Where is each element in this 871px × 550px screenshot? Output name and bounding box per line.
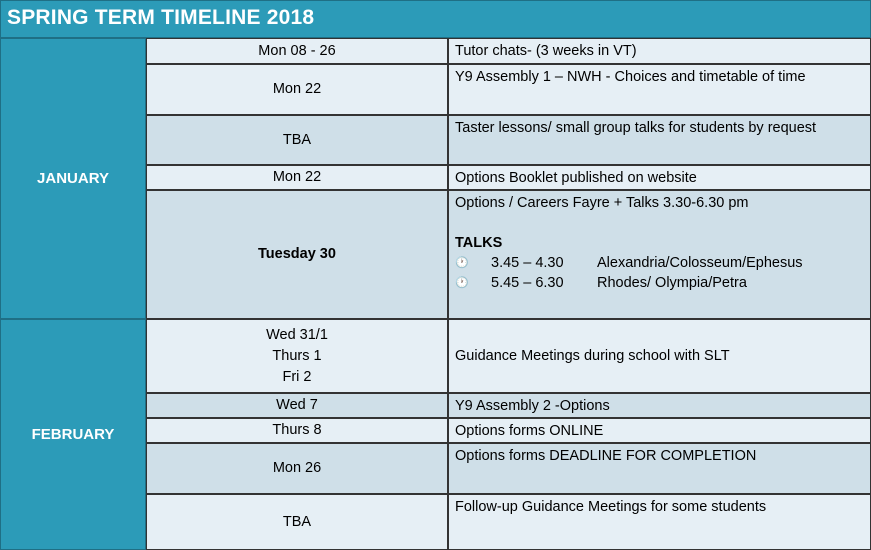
date-cell: Thurs 8 <box>146 418 448 443</box>
date-cell: TBA <box>146 494 448 550</box>
table-row <box>146 115 871 165</box>
talk-item <box>455 253 864 273</box>
table-row <box>146 38 871 64</box>
clock-icon: 🕐 <box>455 257 469 269</box>
event-cell: Taster lessons/ small group talks for students by request <box>448 115 871 165</box>
date-cell <box>146 319 448 393</box>
table-row <box>146 190 871 319</box>
month-label-february: FEBRUARY <box>0 319 146 550</box>
talk-item <box>455 273 864 293</box>
date-cell: Mon 08 - 26 <box>146 38 448 64</box>
talk-time: 5.45 – 6.30 <box>491 275 564 291</box>
clock-icon: 🕐 <box>455 277 469 289</box>
event-cell: Options forms DEADLINE FOR COMPLETION <box>448 443 871 494</box>
table-row <box>146 64 871 115</box>
event-cell: Follow-up Guidance Meetings for some students <box>448 494 871 550</box>
date-line: Thurs 1 <box>272 347 322 364</box>
date-cell: Mon 26 <box>146 443 448 494</box>
event-text: Options / Careers Fayre + Talks 3.30-6.30 pm <box>455 195 749 211</box>
date-line: Wed 31/1 <box>266 326 328 343</box>
event-cell <box>448 190 871 319</box>
month-label-january: JANUARY <box>0 38 146 319</box>
table-row <box>146 165 871 190</box>
talks-heading: TALKS <box>455 235 503 251</box>
table-row <box>146 494 871 550</box>
event-cell: Y9 Assembly 1 – NWH - Choices and timetable of time <box>448 64 871 115</box>
table-row <box>146 443 871 494</box>
table-row <box>146 319 871 393</box>
talk-rooms: Rhodes/ Olympia/Petra <box>597 275 747 291</box>
talk-time: 3.45 – 4.30 <box>491 255 564 271</box>
table-row <box>146 418 871 443</box>
table-row <box>146 393 871 418</box>
date-cell: Mon 22 <box>146 165 448 190</box>
event-cell: Options Booklet published on website <box>448 165 871 190</box>
date-cell: TBA <box>146 115 448 165</box>
date-cell: Mon 22 <box>146 64 448 115</box>
talk-rooms: Alexandria/Colosseum/Ephesus <box>597 255 803 271</box>
event-cell: Tutor chats- (3 weeks in VT) <box>448 38 871 64</box>
event-cell: Options forms ONLINE <box>448 418 871 443</box>
page-title: SPRING TERM TIMELINE 2018 <box>7 6 315 29</box>
date-cell: Wed 7 <box>146 393 448 418</box>
event-cell: Y9 Assembly 2 -Options <box>448 393 871 418</box>
title-bar <box>0 0 871 38</box>
event-cell: Guidance Meetings during school with SLT <box>448 319 871 393</box>
date-line: Fri 2 <box>282 368 312 385</box>
date-cell: Tuesday 30 <box>146 190 448 319</box>
